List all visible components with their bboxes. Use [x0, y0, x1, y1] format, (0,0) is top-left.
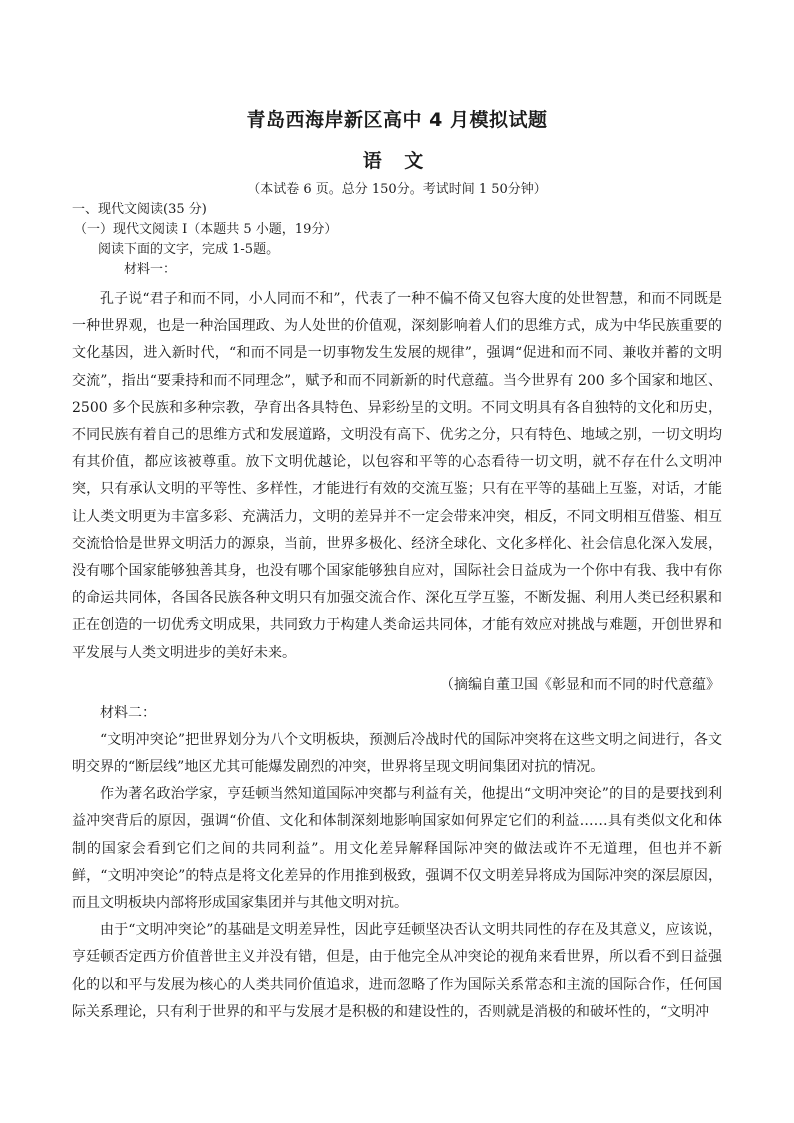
material-two-paragraph: 作为著名政治学家，亨廷顿当然知道国际冲突都与利益有关，他提出“文明冲突论”的目的是要找到利益冲突背后的原因，强调“价值、文化和体制深刻地影响国家如何界定它们的利益……具有类似文化和体制的国家会看到它们之间的共同利益”。用文化差异解释国际冲突的做法或许不无道理，但也并不新鲜，“文明冲突论”的特点是将文化差异的作用推到极致，强调不仅文明差异将成为国际冲突的深层原因，而且文明板块内部将形成国家集团并与其他文明对抗。	[72, 786, 722, 912]
reading-instruction: 阅读下面的文字，完成 1-5题。	[98, 242, 280, 257]
material-one-paragraph: 孔子说“君子和而不同，小人同而不和”，代表了一种不偏不倚又包容大度的处世智慧，和而不同既是一种世界观，也是一种治国理政、为人处世的价值观，深刻影响着人们的思维方式，成为中华民族重要的文化基因，进入新时代，“和而不同是一切事物发生发展的规律”，强调“促进和而不同、兼收并蓄的文明交流”，指出“要秉持和而不同理念”，赋予和而不同新新的时代意蕴。当今世界有 200 多个国家和地区、2500 多个民族和多种宗教，孕育出各具特色、异彩纷呈的文明。不同文明具有各自独特的文化和历史，不同民族有着自己的思维方式和发展道路，文明没有高下、优劣之分，只有特色、地域之别，一切文明均有其价值，都应该被尊重。放下文明优越论，以包容和平等的心态看待一切文明，就不存在什么文明冲突，只有承认文明的平等性、多样性，才能进行有效的交流互鉴；只有在平等的基础上互鉴，对话，才能让人类文明更为丰富多彩、充满活力，文明的差异并不一定会带来冲突，相反，不同文明相互借鉴、相互交流恰恰是世界文明活力的源泉，当前，世界多极化、经济全球化、文化多样化、社会信息化深入发展，没有哪个国家能够独善其身，也没有哪个国家能够独自应对，国际社会日益成为一个你中有我、我中有你的命运共同体，各国各民族各种文明只有加强交流合作、深化互学互鉴，不断发掘、利用人类已经积累和正在创造的一切优秀文明成果，共同致力于构建人类命运共同体，才能有效应对挑战与难题，开创世界和平发展与人类文明进步的美好未来。	[72, 291, 722, 661]
subject-title: 语 文	[362, 150, 432, 172]
material-two-paragraph: “文明冲突论”把世界划分为八个文明板块，预测后冷战时代的国际冲突将在这些文明之间进行，各文明交界的“断层线”地区尤其可能爆发剧烈的冲突，世界将呈现文明间集团对抗的情况。	[72, 731, 722, 776]
material-two-paragraph: 由于“文明冲突论”的基础是文明差异性，因此亨廷顿坚决否认文明共同性的存在及其意义，应该说，亨廷顿否定西方价值普世主义并没有错，但是，由于他完全从冲突论的视角来看世界，所以看不到日益强化的以和平与发展为核心的人类共同价值追求，进而忽略了作为国际关系常态和主流的国际合作，任何国际关系理论，只有利于世界的和平与发展才是积极的和建设性的，否则就是消极的和破坏性的，“文明冲	[72, 922, 722, 1020]
exam-info: （本试卷 6 页。总分 150分。考试时间 1 50分钟）	[247, 182, 547, 197]
material-two-label: 材料二：	[100, 704, 156, 721]
material-one-label: 材料一：	[124, 262, 177, 277]
exam-page	[72, 100, 722, 1026]
exam-title: 青岛西海岸新区高中 4 月模拟试题	[246, 109, 548, 131]
part-heading: （一）现代文阅读 I（本题共 5 小题，19分）	[74, 222, 338, 237]
material-one-source: （摘编自董卫国《彰显和而不同的时代意蕴》	[440, 676, 720, 693]
section-heading: 一、现代文阅读(35 分)	[72, 202, 207, 217]
